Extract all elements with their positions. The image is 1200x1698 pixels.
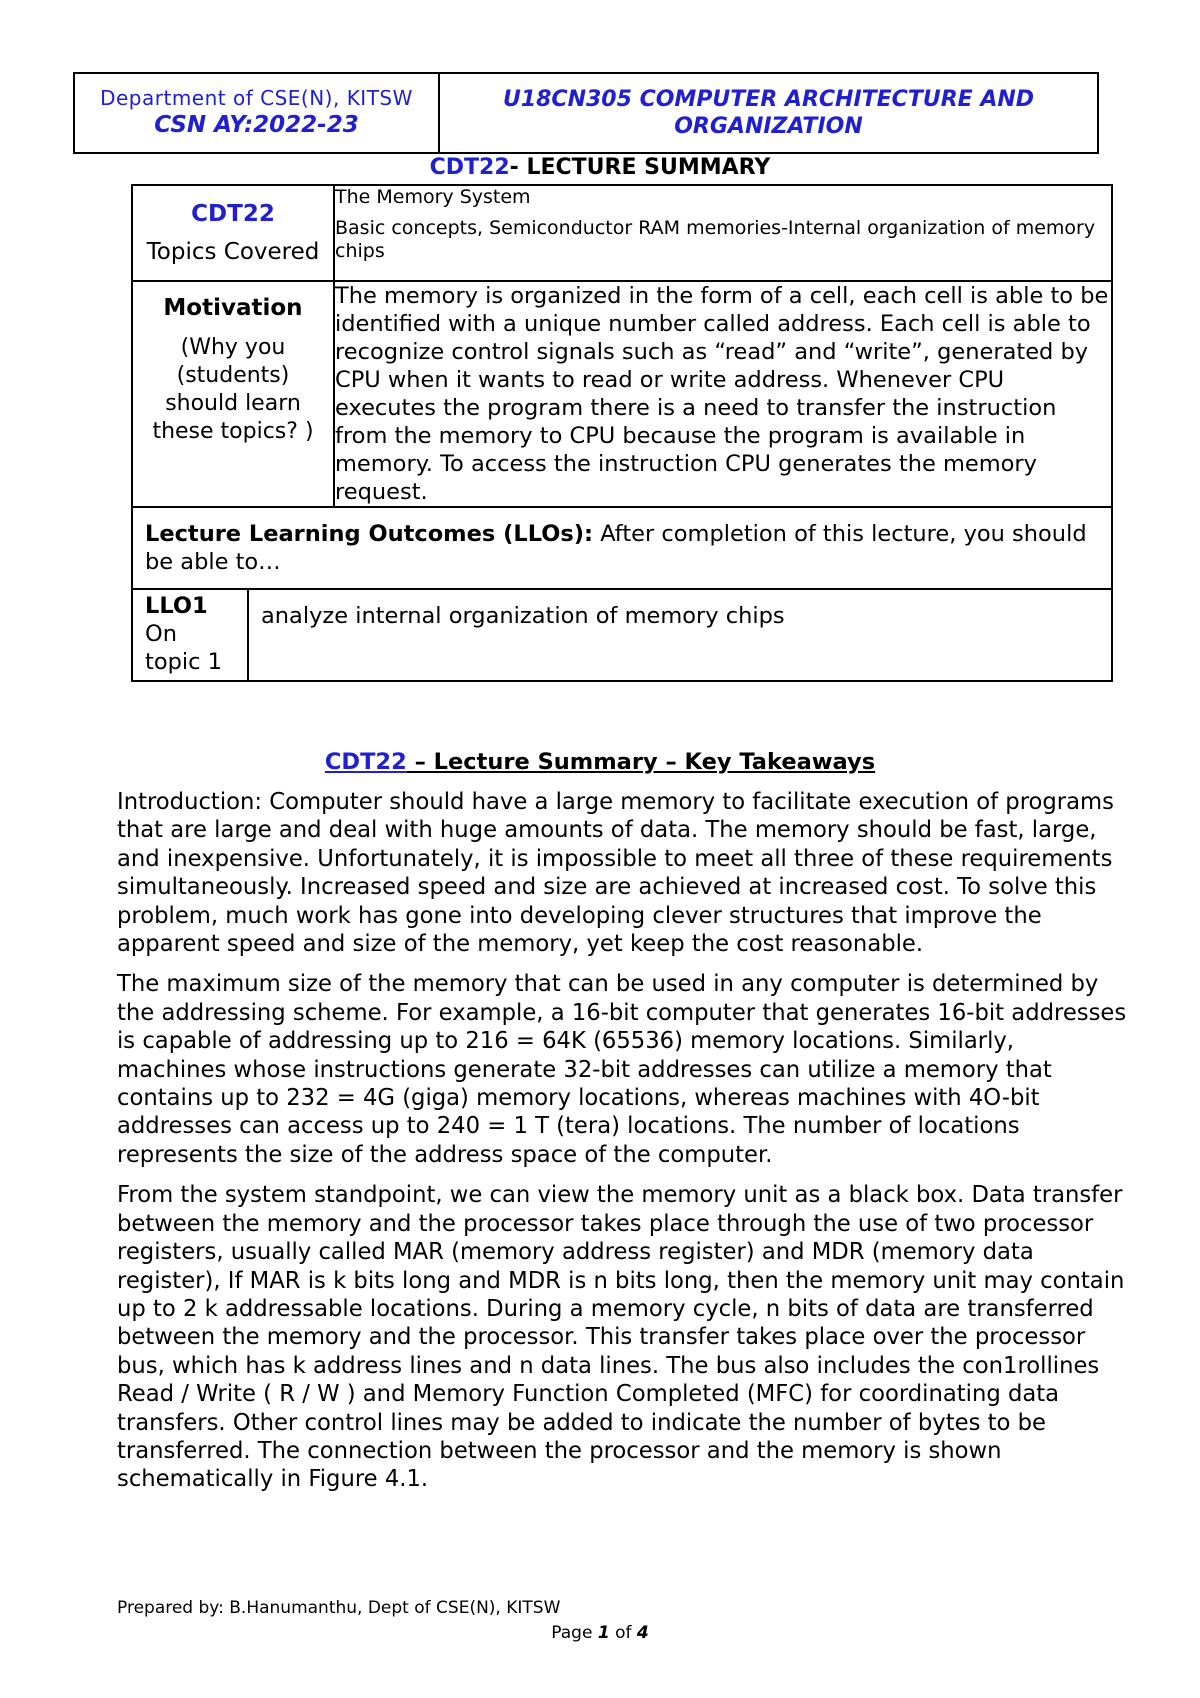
llo-heading-row [132,507,1112,589]
page-of: of [609,1623,637,1643]
topics-code: CDT22 [191,201,275,227]
llo-text: analyze internal organization of memory chips [261,603,785,629]
llo-table [133,590,1111,680]
lecture-summary-heading [0,154,1200,182]
llo-row [132,589,1112,681]
llo-heading-cell [132,507,1112,589]
topics-content-cell [334,185,1112,281]
motivation-heading: Motivation [163,295,303,321]
footer-page-number [0,1622,1200,1644]
topics-label: Topics Covered [146,239,320,265]
llo-intro: After completion of this lecture, you should be able to… [145,521,1087,575]
page-current: 1 [597,1623,610,1643]
page-total: 4 [636,1623,649,1643]
page-prefix: Page [551,1623,598,1643]
header-dept-cell [75,74,440,152]
llo-heading: Lecture Learning Outcomes (LLOs): [145,521,594,547]
topic-item: Basic concepts, Semiconductor RAM memories-Internal organization of memory chips [335,217,1096,262]
lecture-code: CDT22 [429,155,510,180]
topics-row [132,185,1112,281]
department-name: Department of CSE(N), KITSW [100,86,413,110]
key-takeaways-body [117,788,1127,1506]
llo-cell [132,589,1112,681]
lecture-summary-label: - LECTURE SUMMARY [509,155,771,180]
program-academic-year: CSN AY:2022-23 [154,112,359,138]
key-takeaways-label: – Lecture Summary – Key Takeaways [406,749,876,775]
summary-table [131,184,1113,682]
key-takeaways-heading [0,748,1200,776]
body-paragraph: From the system standpoint, we can view the memory unit as a black box. Data transfer between the memory and the processor takes place through the use of two processor registers, usually called MAR (memory address register) and MDR (memory data register), If MAR is k bits long and MDR is n bits long, then the memory unit may contain up to 2 k addressable locations. During a memory cycle, n bits of data are transferred between the memory and the processor. This transfer takes place over the processor bus, which has k address lines and n data lines. The bus also includes the con1rollines Read / Write ( R / W ) and Memory Function Completed (MFC) for coordinating data transfers. Other control lines may be added to indicate the number of bytes to be transferred. The connection between the processor and the memory is shown schematically in Figure 4.1. [117,1182,1125,1493]
motivation-subheading: (Why you (students) should learn these topics? ) [152,335,314,444]
footer-prepared-by: Prepared by: B.Hanumanthu, Dept of CSE(N), KITSW [117,1598,561,1618]
topics-label-cell [132,185,334,281]
llo-topic: On topic 1 [145,621,222,675]
course-title: U18CN305 COMPUTER ARCHITECTURE AND ORGANIZATION [502,87,1035,139]
key-takeaways-code: CDT22 [324,749,407,775]
topic-item: The Memory System [335,186,531,208]
llo-code: LLO1 [145,593,208,619]
motivation-row [132,281,1112,507]
body-paragraph: The maximum size of the memory that can be used in any computer is determined by the addressing scheme. For example, a 16-bit computer that generates 16-bit addresses is capable of addressing up to 216 = 64K (65536) memory locations. Similarly, machines whose instructions generate 32-bit addresses can utilize a memory that contains up to 232 = 4G (giga) memory locations, whereas machines with 4O-bit addresses can access up to 240 = 1 T (tera) locations. The number of locations represents the size of the address space of the computer. [117,971,1127,1168]
llo-code-cell [133,590,248,680]
body-paragraph: Introduction: Computer should have a large memory to facilitate execution of programs that are large and deal with huge amounts of data. The memory should be fast, large, and inexpensive. Unfortunately, it is impossible to meet all three of these requirements simultaneously. Increased speed and size are achieved at increased cost. To solve this problem, much work has gone into developing clever structures that improve the apparent speed and size of the memory, yet keep the cost reasonable. [117,789,1114,958]
header-box [73,72,1099,154]
motivation-text: The memory is organized in the form of a cell, each cell is able to be identified with a unique number called address. Each cell is able to recognize control signals such as “read” and “write”, generated by CPU when it wants to read or write address. Whenever CPU executes the program there is a need to transfer the instruction from the memory to CPU because the program is available in memory. To access the instruction CPU generates the memory request. [334,281,1112,507]
motivation-label-cell [132,281,334,507]
